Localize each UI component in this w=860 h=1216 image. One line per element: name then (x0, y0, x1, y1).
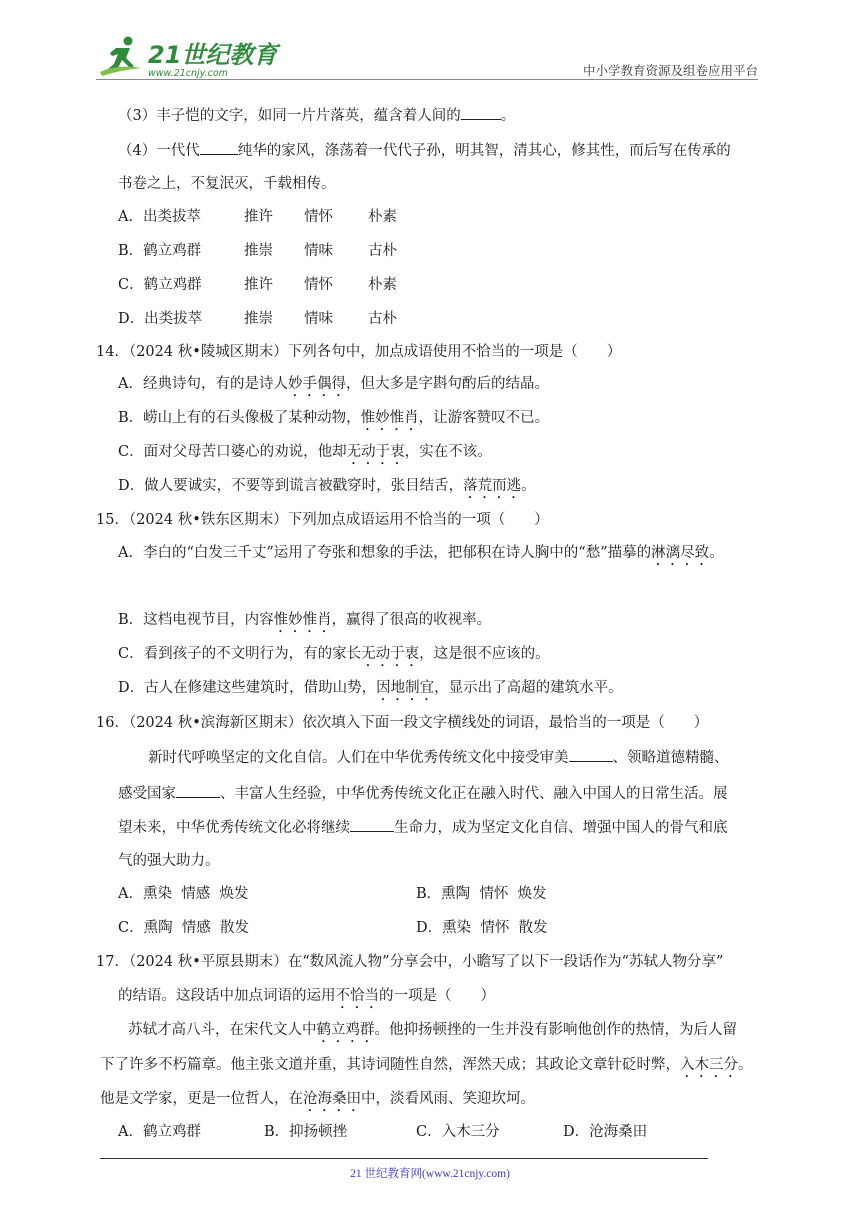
q15-stem: 15．（2024 秋•铁东区期末）下列加点成语运用不恰当的一项（ ） (96, 512, 549, 528)
q16-option-b[interactable]: B．熏陶 情怀 焕发 (416, 886, 547, 902)
footer-link[interactable]: 21 世纪教育网(www.21cnjy.com) (350, 1168, 510, 1180)
q17-option-b[interactable]: B．抑扬顿挫 (264, 1124, 348, 1140)
logo-url: www.21cnjy.com (148, 67, 228, 79)
q14-option-d[interactable]: D．做人要诚实，不要等到谎言被戳穿时，张目结舌，落荒而逃。 (118, 478, 536, 494)
q14-option-a[interactable]: A．经典诗句，有的是诗人妙手偶得，但大多是字斟句酌后的结晶。 (118, 376, 549, 392)
q15-option-b[interactable]: B．这档电视节目，内容惟妙惟肖，赢得了很高的收视率。 (118, 612, 492, 628)
site-logo (96, 34, 277, 78)
q17-option-a[interactable]: A．鹤立鸡群 (118, 1124, 201, 1140)
q17-option-d[interactable]: D．沧海桑田 (563, 1124, 648, 1140)
q17-stem-line-2: 的结语。这段话中加点词语的运用不恰当的一项是（ ） (118, 988, 495, 1004)
q16-passage-line-1: 新时代呼唤坚定的文化自信。人们在中华优秀传统文化中接受审美 、领略道德精髓、 (148, 747, 729, 768)
q16-passage-line-2: 感受国家 、丰富人生经验，中华优秀传统文化正在融入时代、融入中国人的日常生活。展 (118, 783, 728, 804)
q17-stem-line-1: 17．（2024 秋•平原县期末）在“数风流人物”分享会中，小瞻写了以下一段话作为“苏轼人物分享” (96, 954, 724, 970)
q16-option-d[interactable]: D．熏染 情怀 散发 (416, 920, 548, 936)
q16-passage-line-4: 气的强大助力。 (118, 853, 220, 869)
q17-passage-line-1: 苏轼才高八斗，在宋代文人中鹤立鸡群。他抑扬顿挫的一生并没有影响他创作的热情，为后人留 (128, 1022, 737, 1038)
q15-option-d[interactable]: D．古人在修建这些建筑时，借助山势，因地制宜，显示出了高超的建筑水平。 (118, 680, 623, 696)
header-divider (96, 79, 758, 80)
q16-option-c[interactable]: C．熏陶 情感 散发 (118, 920, 250, 936)
q14-option-b[interactable]: B．崂山上有的石头像极了某种动物，惟妙惟肖，让游客赞叹不已。 (118, 410, 550, 426)
q17-passage-line-2: 下了许多不朽篇章。他主张文道并重，其诗词随性自然，浑然天成；其政论文章针砭时弊，入木三分。 (100, 1057, 753, 1073)
q16-stem: 16．（2024 秋•滨海新区期末）依次填入下面一段文字横线处的词语，最恰当的一项是（ ） (96, 715, 709, 731)
q13-option-b[interactable]: B．鹤立鸡群 推崇 情味 古朴 (118, 243, 397, 259)
q13-option-d[interactable]: D．出类拔萃 推崇 情味 古朴 (118, 311, 397, 327)
logo-title: 21世纪教育 (148, 40, 278, 69)
q13-sentence-3: （3）丰子恺的文字，如同一片片落英，蕴含着人间的 。 (118, 105, 515, 126)
platform-name: 中小学教育资源及组卷应用平台 (582, 63, 758, 78)
q17-option-c[interactable]: C．入木三分 (416, 1124, 500, 1140)
q13-sentence-4: （4）一代代 纯华的家风，涤荡着一代代子孙，明其智，清其心，修其性，而后写在传承的 (118, 140, 731, 161)
q14-stem: 14．（2024 秋•陵城区期末）下列各句中，加点成语使用不恰当的一项是（ ） (96, 344, 622, 360)
runner-logo-icon (96, 34, 146, 78)
q13-sentence-4-cont: 书卷之上，不复泯灭，千载相传。 (118, 176, 336, 192)
q13-option-c[interactable]: C．鹤立鸡群 推许 情怀 朴素 (118, 277, 397, 293)
page-header (96, 34, 758, 82)
q16-option-a[interactable]: A．熏染 情感 焕发 (118, 886, 249, 902)
q15-option-c[interactable]: C．看到孩子的不文明行为，有的家长无动于衷，这是很不应该的。 (118, 646, 550, 662)
q14-option-c[interactable]: C．面对父母苦口婆心的劝说，他却无动于衷，实在不该。 (118, 444, 492, 460)
q16-passage-line-3: 望未来，中华优秀传统文化必将继续 生命力，成为坚定文化自信、增强中国人的骨气和底 (118, 817, 728, 838)
q15-option-a[interactable]: A．李白的“白发三千丈”运用了夸张和想象的手法，把郁积在诗人胸中的“愁”描摹的淋漓尽致。 (118, 545, 724, 561)
q13-option-a[interactable]: A．出类拔萃 推许 情怀 朴素 (118, 209, 397, 225)
q17-passage-line-3: 他是文学家，更是一位哲人，在沧海桑田中，淡看风雨、笑迎坎坷。 (100, 1091, 535, 1107)
footer-divider (100, 1158, 708, 1159)
